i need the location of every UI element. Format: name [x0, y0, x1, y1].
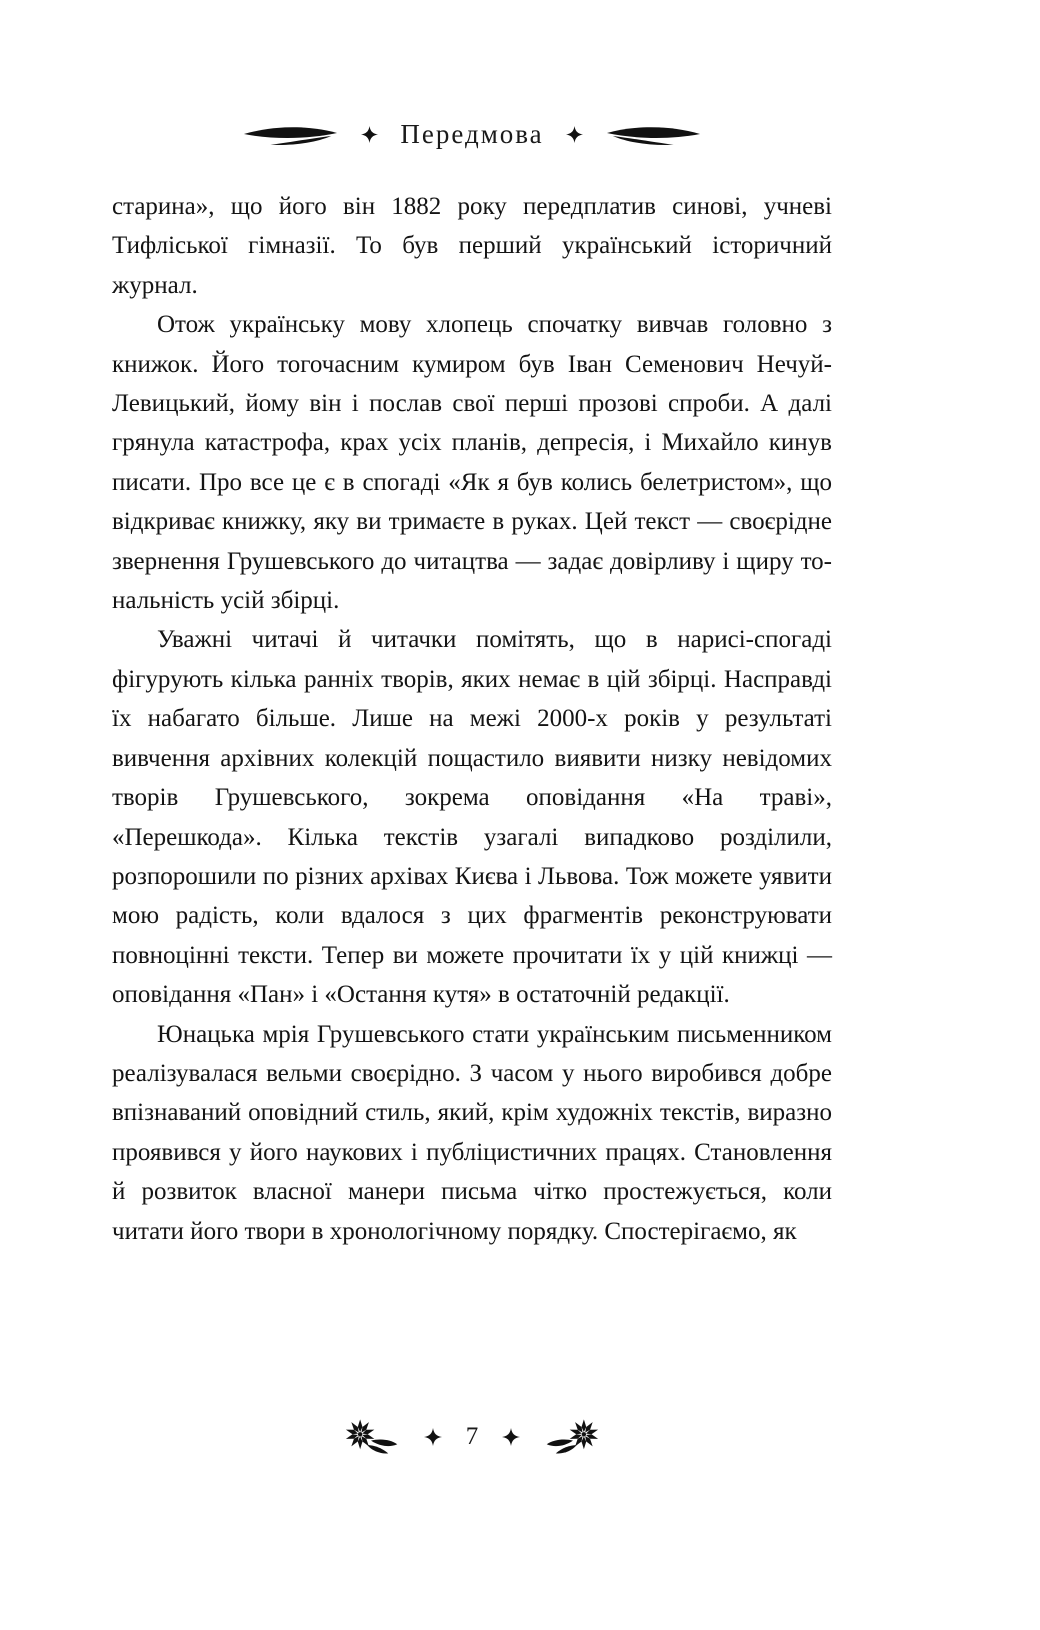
sparkle-icon — [566, 126, 583, 143]
page-header — [112, 119, 832, 150]
page-footer — [112, 1416, 832, 1458]
paragraph: Юнацька мрія Грушевського стати українським письменником реалізувалася вельми своєрідно. З часом у нього виробився добре впізнаваний оповідний стиль, який, крім художніх текстів, виразно проявився у його наукових і публіцистичних працях. Становлення й розвиток власної манери письма чітко простежується, коли читати його твори в хронологічному порядку. Спостерігаємо, як — [112, 1020, 832, 1245]
sparkle-icon — [502, 1428, 520, 1446]
paragraph: старина», що його він 1882 року передплатив синові, учневі Тифліської гімназії. То був перший український історичний журнал. — [112, 193, 832, 299]
page-number: 7 — [465, 1423, 479, 1450]
body-text — [112, 187, 832, 1251]
leaf-swash-left-icon — [241, 123, 339, 147]
section-title: Передмова — [400, 119, 544, 149]
flower-rosette-right-icon — [544, 1416, 602, 1458]
leaf-swash-right-icon — [605, 123, 703, 147]
sparkle-icon — [361, 126, 378, 143]
paragraph: Отож українську мову хлопець спочатку вивчав головно з книжок. Його тогочасним кумиром був Іван Семенович Нечуй-Левицький, йому він і послав свої перші прозові спроби. А далі грянула катастрофа, крах усіх планів, депресія, і Михайло кинув писати. Про все це є в спогаді «Як я був колись белетристом», що відкриває книжку, яку ви тримаєте в руках. Цей текст — своєрідне звернення Грушевського до читацтва — задає довірливу і щиру тональність усій збірці. — [112, 311, 832, 615]
paragraph: Уважні читачі й читачки помітять, що в нарисі-спогаді фігурують кілька ранніх творів, яких немає в цій збірці. Насправді їх набагато більше. Лише на межі 2000-х років у результаті вивчення архівних колекцій пощастило виявити низку невідомих творів Грушевського, зокрема оповідання «На траві», «Перешкода». Кілька текстів узагалі випадково розділили, розпорошили по різних архівах Києва і Львова. Тож можете уявити мою радість, коли вдалося з цих фрагментів реконструювати повноцінні тексти. Тепер ви можете прочитати їх у цій книжці — оповідання «Пан» і «Остання кутя» в остаточній редакції. — [112, 626, 832, 1009]
sparkle-icon — [424, 1428, 442, 1446]
flower-rosette-left-icon — [342, 1416, 400, 1458]
